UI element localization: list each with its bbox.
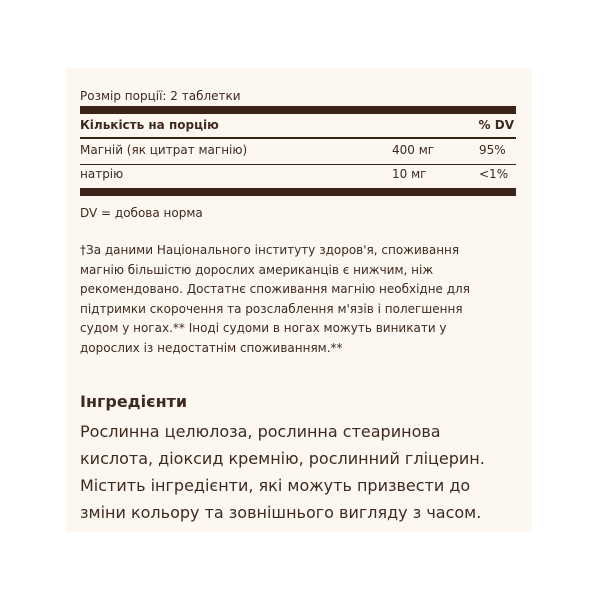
ingredients-line: Містить інгредієнти, які можуть призвести до <box>80 476 471 495</box>
nutrient-name: натрію <box>80 167 124 181</box>
nutrient-amount: 10 мг <box>392 167 427 181</box>
footnote-line: судом у ногах.** Іноді судоми в ногах можуть виникати у <box>80 321 447 335</box>
nutrient-amount: 400 мг <box>392 143 435 157</box>
amount-per-serving-header: Кількість на порцію <box>80 118 219 132</box>
serving-size: Розмір порції: 2 таблетки <box>80 89 241 103</box>
nutrient-row <box>80 143 516 161</box>
facts-header <box>80 118 516 134</box>
ingredients-text <box>80 418 520 526</box>
nutrient-dv: 95% <box>479 143 506 157</box>
footnote-line: магнію більшістю дорослих американців є нижчим, ніж <box>80 262 434 277</box>
ingredients-line: Рослинна целюлоза, рослинна стеаринова <box>80 422 441 441</box>
footnote-line: †За даними Національного інституту здоров'я, споживання <box>80 243 460 257</box>
nutrient-name: Магній (як цитрат магнію) <box>80 143 248 157</box>
ingredients-line: зміни кольору та зовнішнього вигляду з часом. <box>80 503 482 522</box>
daily-value-note: DV = добова норма <box>80 206 203 220</box>
thick-divider <box>80 188 516 196</box>
header-divider <box>80 137 516 139</box>
nutrient-row <box>80 167 516 185</box>
row-divider <box>80 164 516 165</box>
footnote-line: рекомендовано. Достатнє споживання магнію необхідне для <box>80 282 470 296</box>
footnote <box>80 241 516 358</box>
footnote-line: підтримки скорочення та розслаблення м'язів і полегшення <box>80 301 463 316</box>
ingredients-line: кислота, діоксид кремнію, рослинний гліцерин. <box>80 449 485 468</box>
footnote-line: дорослих із недостатнім споживанням.** <box>80 340 343 355</box>
daily-value-header: % DV <box>478 118 514 132</box>
thick-divider <box>80 106 516 114</box>
ingredients-title: Інгредієнти <box>80 392 188 411</box>
nutrient-dv: <1% <box>479 167 509 181</box>
